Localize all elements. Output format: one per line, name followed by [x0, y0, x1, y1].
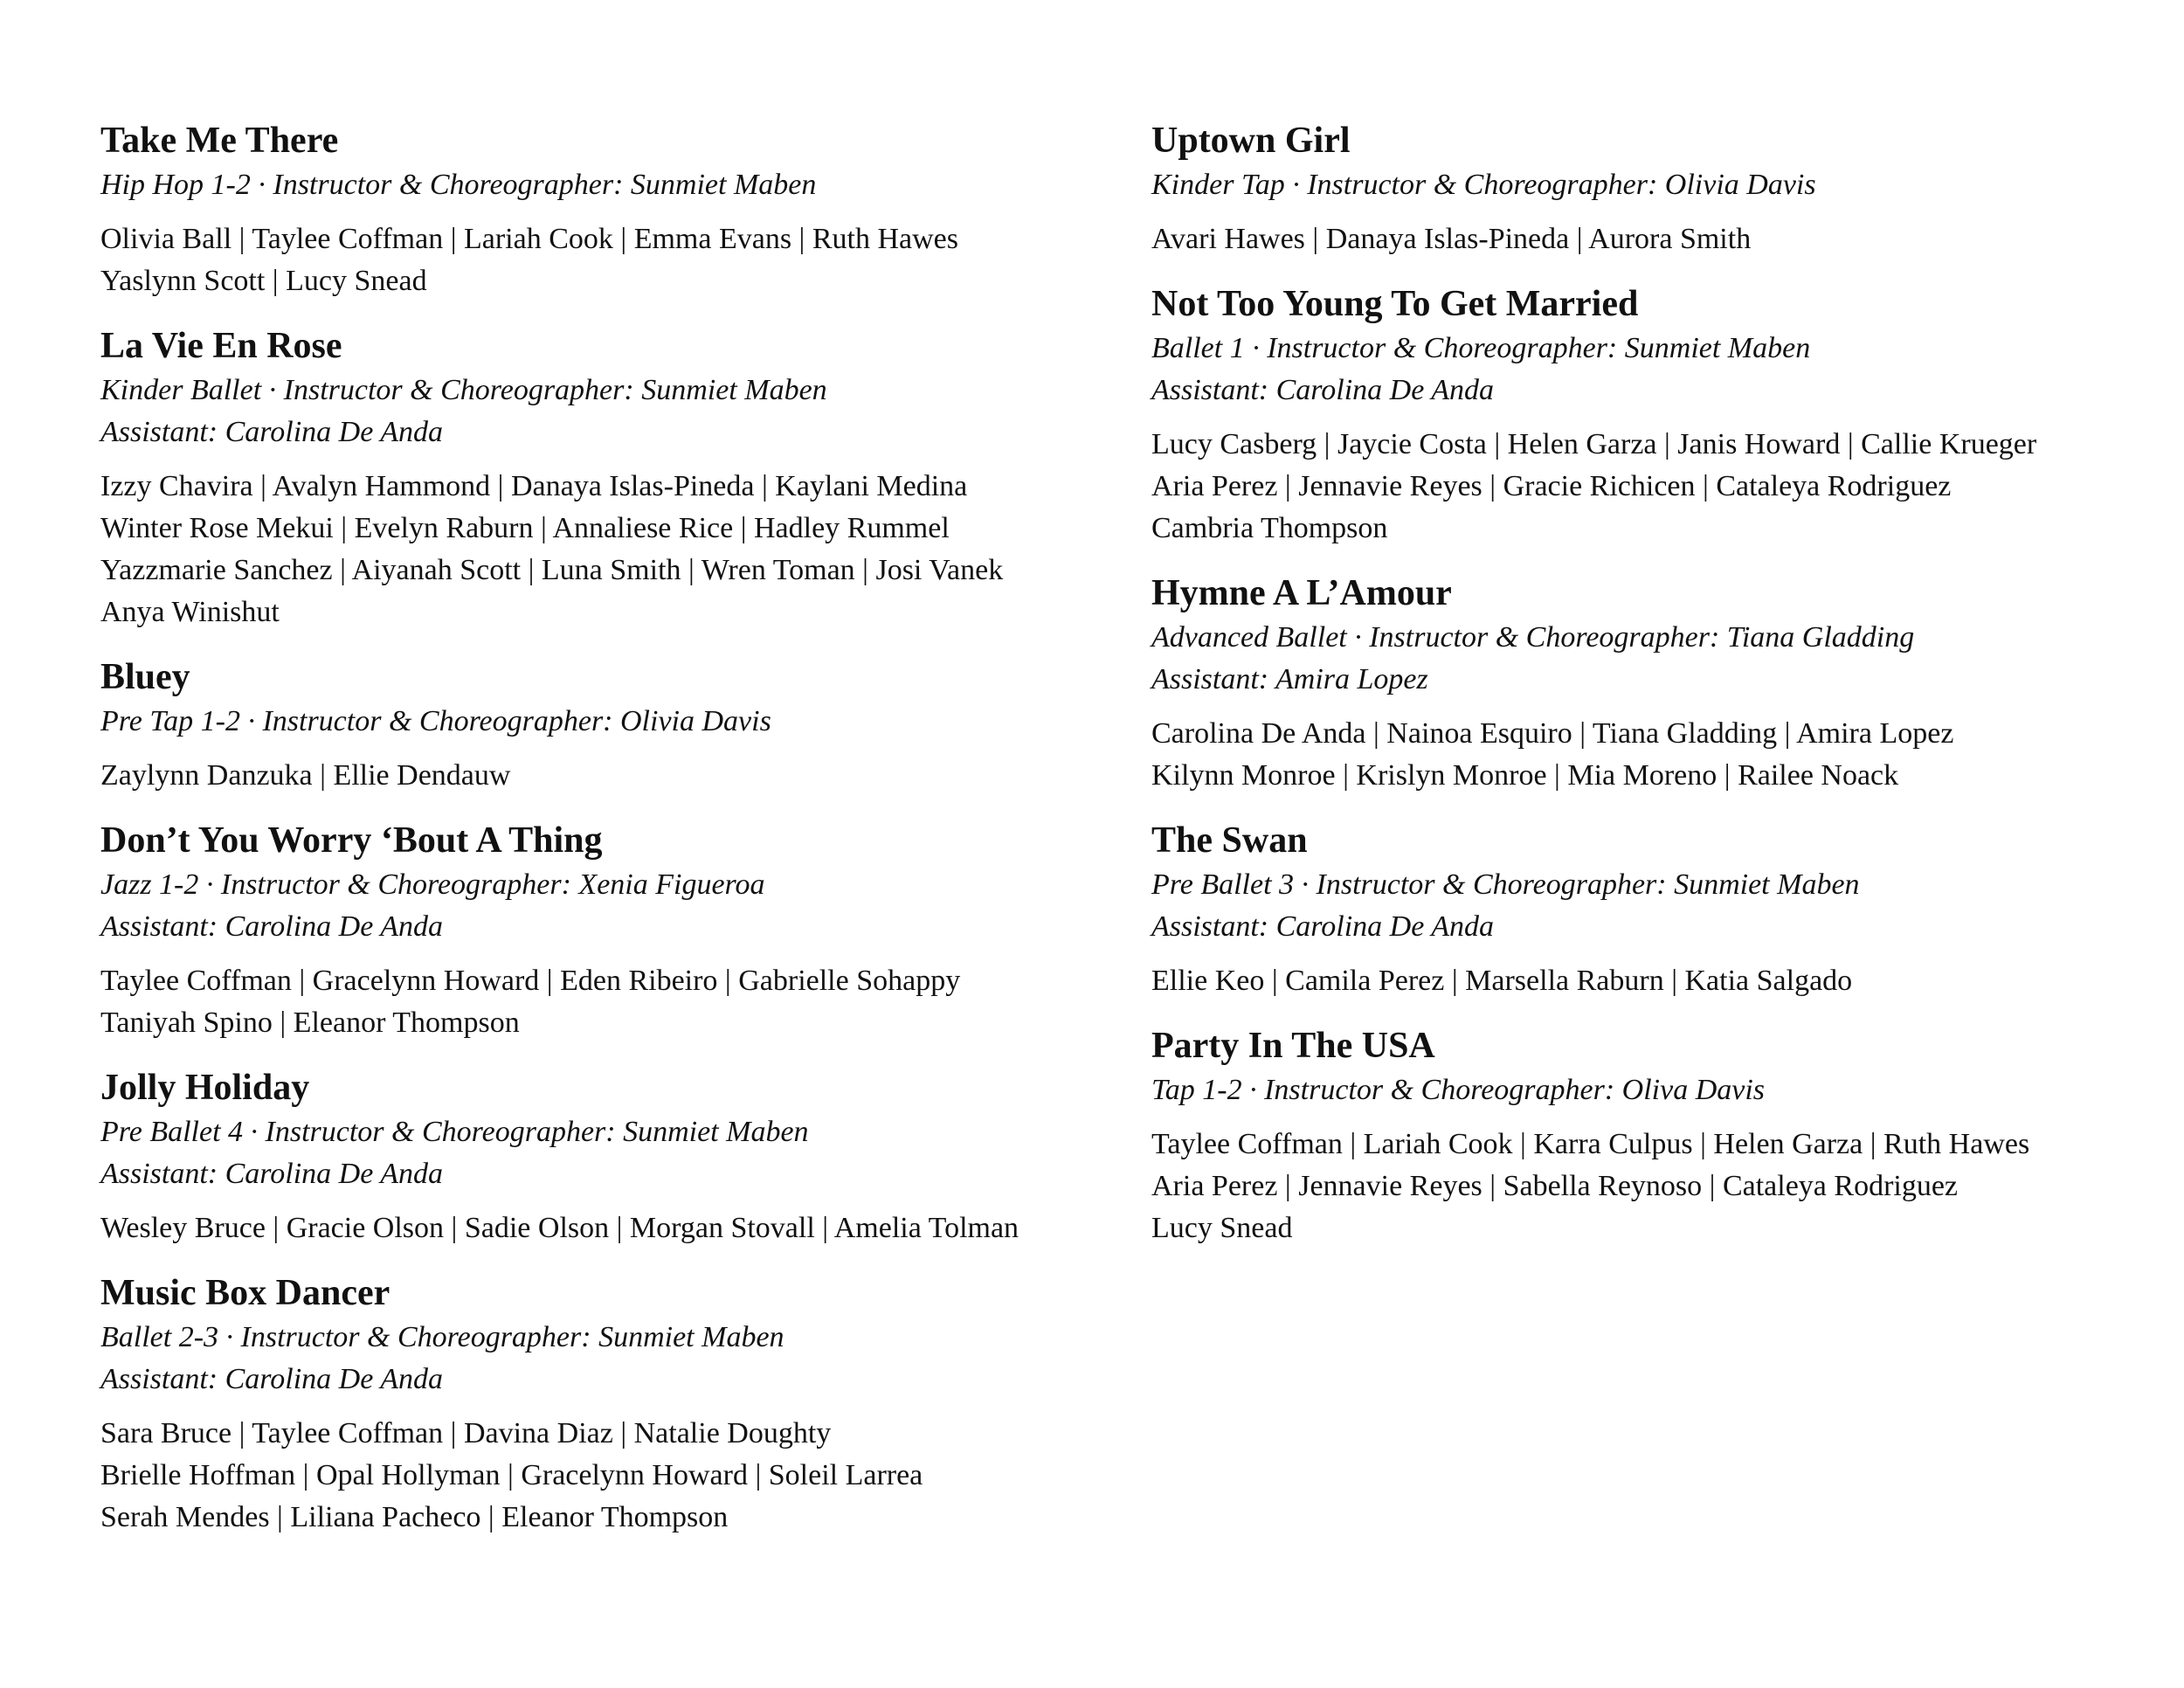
routine-credits [1151, 328, 2139, 412]
class-instructor-line: Kinder Ballet · Instructor & Choreographer: Sunmiet Maben [100, 374, 827, 406]
routine-entry [1151, 570, 2139, 797]
routine-title: Jolly Holiday [100, 1068, 310, 1108]
routine-entry [1151, 117, 2139, 260]
dancer-names-line: Carolina De Anda | Nainoa Esquiro | Tiana Gladding | Amira Lopez [1151, 717, 1954, 750]
dancer-list [100, 755, 1070, 797]
dancer-names-line: Yaslynn Scott | Lucy Snead [100, 265, 427, 297]
routine-title: La Vie En Rose [100, 326, 342, 366]
dancer-names-line: Winter Rose Mekui | Evelyn Raburn | Annaliese Rice | Hadley Rummel [100, 512, 950, 544]
dancer-names-line: Ellie Keo | Camila Perez | Marsella Raburn | Katia Salgado [1151, 965, 1853, 997]
class-instructor-line: Hip Hop 1-2 · Instructor & Choreographer: Sunmiet Maben [100, 169, 817, 201]
routine-credits [100, 864, 1070, 948]
assistant-line: Assistant: Amira Lopez [1151, 663, 1428, 695]
routine-title: Party In The USA [1151, 1026, 1435, 1066]
assistant-line: Assistant: Carolina De Anda [100, 910, 443, 943]
routine-entry [100, 1064, 1070, 1249]
routine-title: Take Me There [100, 121, 339, 161]
dancer-names-line: Avari Hawes | Danaya Islas-Pineda | Aurora Smith [1151, 223, 1752, 255]
dancer-names-line: Serah Mendes | Liliana Pacheco | Eleanor Thompson [100, 1501, 729, 1533]
dancer-list [1151, 424, 2139, 550]
dancer-names-line: Wesley Bruce | Gracie Olson | Sadie Olson | Morgan Stovall | Amelia Tolman [100, 1212, 1019, 1244]
assistant-line: Assistant: Carolina De Anda [100, 1363, 443, 1395]
routine-title: The Swan [1151, 820, 1308, 861]
dancer-list [100, 218, 1070, 302]
dancer-names-line: Taylee Coffman | Gracelynn Howard | Eden Ribeiro | Gabrielle Sohappy [100, 965, 961, 997]
routine-credits [100, 1111, 1070, 1195]
dancer-names-line: Taylee Coffman | Lariah Cook | Karra Culpus | Helen Garza | Ruth Hawes [1151, 1128, 2030, 1160]
dancer-list [100, 1413, 1070, 1539]
routine-credits [1151, 864, 2139, 948]
class-instructor-line: Tap 1-2 · Instructor & Choreographer: Oliva Davis [1151, 1074, 1766, 1106]
assistant-line: Assistant: Carolina De Anda [100, 416, 443, 448]
class-instructor-line: Ballet 2-3 · Instructor & Choreographer: Sunmiet Maben [100, 1321, 784, 1353]
routine-title: Uptown Girl [1151, 121, 1351, 161]
dancer-names-line: Zaylynn Danzuka | Ellie Dendauw [100, 759, 511, 792]
routine-entry [1151, 817, 2139, 1002]
routine-credits [1151, 1069, 2139, 1111]
routine-entry [100, 817, 1070, 1044]
routine-credits [1151, 164, 2139, 206]
routine-credits [100, 164, 1070, 206]
dancer-names-line: Izzy Chavira | Avalyn Hammond | Danaya Islas-Pineda | Kaylani Medina [100, 470, 968, 502]
class-instructor-line: Jazz 1-2 · Instructor & Choreographer: Xenia Figueroa [100, 868, 765, 901]
dancer-names-line: Aria Perez | Jennavie Reyes | Sabella Reynoso | Cataleya Rodriguez [1151, 1170, 1959, 1202]
class-instructor-line: Pre Ballet 4 · Instructor & Choreographer: Sunmiet Maben [100, 1116, 809, 1148]
routine-title: Don’t You Worry ‘Bout A Thing [100, 820, 603, 861]
dancer-list [100, 960, 1070, 1044]
dancer-list [1151, 1124, 2139, 1249]
routine-credits [100, 701, 1070, 743]
dancer-names-line: Brielle Hoffman | Opal Hollyman | Gracelynn Howard | Soleil Larrea [100, 1459, 923, 1491]
dancer-names-line: Cambria Thompson [1151, 512, 1388, 544]
routine-title: Hymne A L’Amour [1151, 573, 1452, 613]
class-instructor-line: Ballet 1 · Instructor & Choreographer: Sunmiet Maben [1151, 332, 1811, 364]
routine-credits [100, 1317, 1070, 1401]
dancer-names-line: Kilynn Monroe | Krislyn Monroe | Mia Moreno | Railee Noack [1151, 759, 1899, 792]
dancer-names-line: Lucy Snead [1151, 1212, 1293, 1244]
right-column [1151, 117, 2139, 1269]
routine-credits [100, 370, 1070, 453]
dancer-list [1151, 960, 2139, 1002]
dancer-list [1151, 218, 2139, 260]
routine-entry [100, 1269, 1070, 1539]
dancer-names-line: Olivia Ball | Taylee Coffman | Lariah Cook | Emma Evans | Ruth Hawes [100, 223, 958, 255]
class-instructor-line: Kinder Tap · Instructor & Choreographer: Olivia Davis [1151, 169, 1816, 201]
dancer-names-line: Lucy Casberg | Jaycie Costa | Helen Garza | Janis Howard | Callie Krueger [1151, 428, 2037, 460]
assistant-line: Assistant: Carolina De Anda [100, 1158, 443, 1190]
dancer-list [100, 466, 1070, 633]
dancer-names-line: Aria Perez | Jennavie Reyes | Gracie Richicen | Cataleya Rodriguez [1151, 470, 1952, 502]
dancer-names-line: Anya Winishut [100, 596, 280, 628]
class-instructor-line: Pre Ballet 3 · Instructor & Choreographer: Sunmiet Maben [1151, 868, 1860, 901]
routine-credits [1151, 617, 2139, 701]
routine-title: Music Box Dancer [100, 1273, 390, 1313]
left-column [100, 117, 1070, 1559]
routine-entry [1151, 1022, 2139, 1249]
routine-entry [100, 654, 1070, 797]
dancer-list [100, 1207, 1070, 1249]
assistant-line: Assistant: Carolina De Anda [1151, 910, 1494, 943]
dancer-list [1151, 713, 2139, 797]
routine-entry [1151, 280, 2139, 550]
class-instructor-line: Advanced Ballet · Instructor & Choreographer: Tiana Gladding [1151, 621, 1915, 654]
routine-entry [100, 117, 1070, 302]
routine-title: Not Too Young To Get Married [1151, 284, 1639, 324]
dancer-names-line: Sara Bruce | Taylee Coffman | Davina Diaz | Natalie Doughty [100, 1417, 832, 1449]
class-instructor-line: Pre Tap 1-2 · Instructor & Choreographer: Olivia Davis [100, 705, 771, 737]
dancer-names-line: Taniyah Spino | Eleanor Thompson [100, 1007, 520, 1039]
routine-entry [100, 322, 1070, 633]
assistant-line: Assistant: Carolina De Anda [1151, 374, 1494, 406]
dancer-names-line: Yazzmarie Sanchez | Aiyanah Scott | Luna Smith | Wren Toman | Josi Vanek [100, 554, 1004, 586]
routine-title: Bluey [100, 657, 190, 697]
